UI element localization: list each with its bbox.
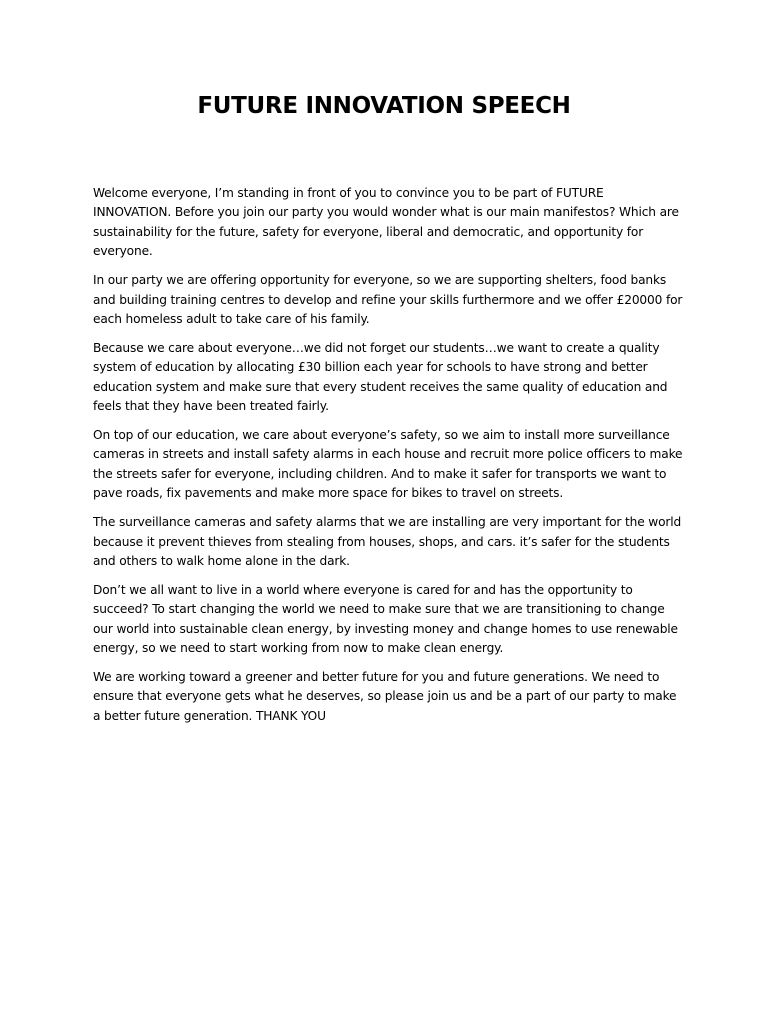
document-title: FUTURE INNOVATION SPEECH — [197, 93, 571, 119]
paragraph: The surveillance cameras and safety alarms that we are installing are very important for the world because it prevent thieves from stealing from houses, shops, and cars. it’s safer for the students and others to walk home alone in the dark. — [93, 515, 682, 568]
paragraph: We are working toward a greener and better future for you and future generations. We need to ensure that everyone gets what he deserves, so please join us and be a part of our party to make a better future generation. THANK YOU — [93, 669, 677, 723]
paragraph: Because we care about everyone…we did not forget our students…we want to create a quality system of education by allocating £30 billion each year for schools to have strong and better education system and make sure that every student receives the same quality of education and feels that they have been treated fairly. — [93, 340, 668, 414]
paragraph: In our party we are offering opportunity for everyone, so we are supporting shelters, food banks and building training centres to develop and refine your skills furthermore and we offer £20000 for each homeless adult to take care of his family. — [93, 273, 683, 326]
paragraph: Welcome everyone, I’m standing in front of you to convince you to be part of FUTURE INNOVATION. Before you join our party you would wonder what is our main manifestos? Which are sustainability for the future, safety for everyone, liberal and democratic, and opportunity for everyone. — [93, 186, 679, 259]
paragraph: Don’t we all want to live in a world where everyone is cared for and has the opportunity to succeed? To start changing the world we need to make sure that we are transitioning to change our world into sustainable clean energy, by investing money and change homes to use renewable energy, so we need to start working from now to make clean energy. — [93, 582, 678, 656]
paragraph: On top of our education, we care about everyone’s safety, so we aim to install more surveillance cameras in streets and install safety alarms in each house and recruit more police officers to make the streets safer for everyone, including children. And to make it safer for transports we want to pave roads, fix pavements and make more space for bikes to travel on streets. — [93, 427, 683, 501]
document-body — [93, 184, 683, 736]
